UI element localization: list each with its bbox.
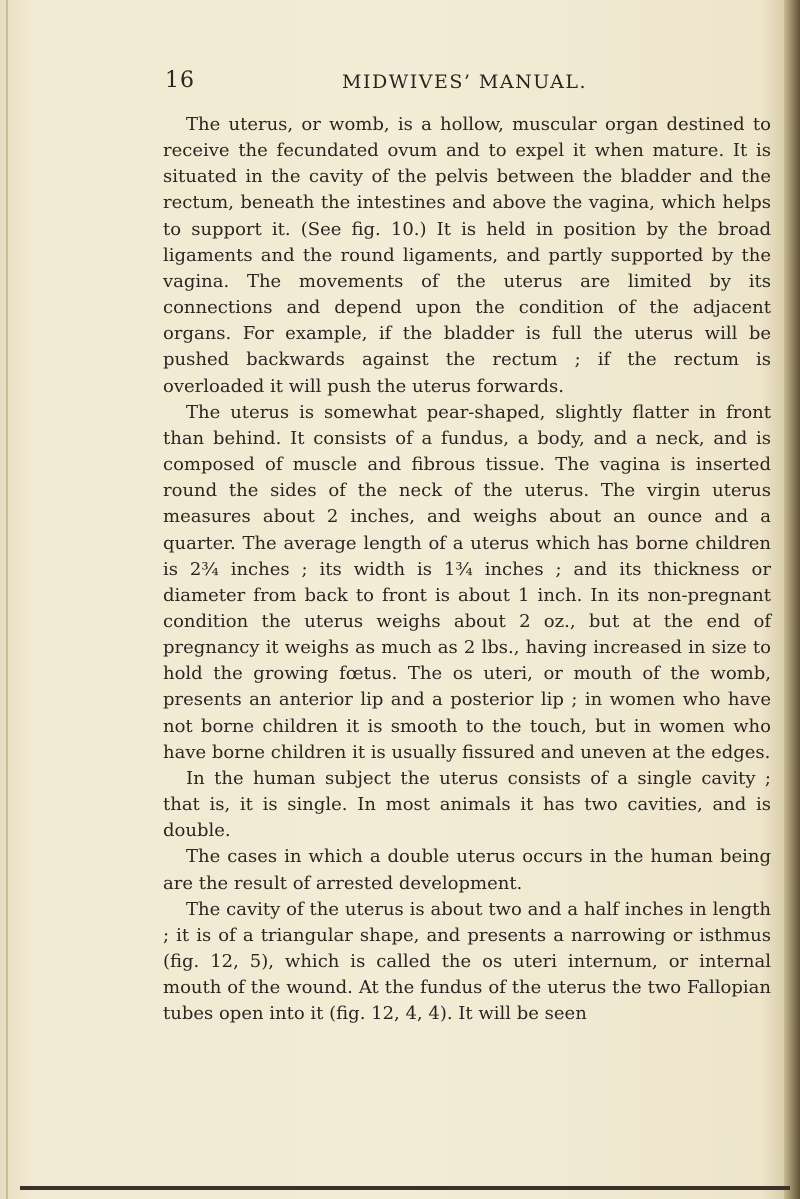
- page-number: 16: [165, 68, 195, 93]
- paragraph-uterus-shape: The uterus is somewhat pear-shaped, slightly flatter in front than behind. It consists of a fundus, a body, and a neck, and is composed of muscle and fibrous tissue. The vagina is inserted round the sides of the neck of the uterus. The virgin uterus measures about 2 inches, and weighs about an ounce and a quarter. The average length of a uterus which has borne children is 2¾ inches ; its width is 1¾ inches ; and its thickness or diameter from back to front is about 1 inch. In its non-pregnant condition the uterus weighs about 2 oz., but at the end of pregnancy it weighs as much as 2 lbs., having increased in size to hold the growing fœtus. The os uteri, or mouth of the womb, presents an anterior lip and a posterior lip ; in women who have not borne children it is smooth to the touch, but in women who have borne children it is usually fissured and uneven at the edges.: [163, 401, 771, 763]
- body-text: [163, 112, 771, 1027]
- paragraph-uterus-definition: The uterus, or womb, is a hollow, muscular organ destined to receive the fecundated ovum and to expel it when mature. It is situated in the cavity of the pelvis between the bladder and the rectum, beneath the intestines and above the vagina, which helps to support it. (See fig. 10.) It is held in position by the broad ligaments and the round ligaments, and partly supported by the vagina. The movements of the uterus are limited by its connections and depend upon the condition of the adjacent organs. For example, if the bladder is full the uterus will be pushed backwards against the rectum ; if the rectum is overloaded it will push the uterus forwards.: [163, 114, 771, 397]
- gutter-line: [6, 0, 8, 1199]
- paragraph-uterine-cavity: The cavity of the uterus is about two and a half inches in length ; it is of a triangular shape, and presents a narrowing or isthmus (fig. 12, 5), which is called the os uteri internum, or internal mouth of the wound. At the fundus of the uterus the two Fallopian tubes open into it (fig. 12, 4, 4). It will be seen: [163, 898, 771, 1025]
- running-head: [0, 68, 800, 98]
- page-edge: [784, 0, 800, 1199]
- paragraph-single-cavity: In the human subject the uterus consists of a single cavity ; that is, it is single. In most animals it has two cavities, and is double.: [163, 767, 771, 842]
- bottom-rule: [20, 1186, 790, 1190]
- paragraph-double-uterus: The cases in which a double uterus occurs in the human being are the result of arrested development.: [163, 846, 771, 894]
- running-title: MIDWIVES’ MANUAL.: [342, 71, 588, 93]
